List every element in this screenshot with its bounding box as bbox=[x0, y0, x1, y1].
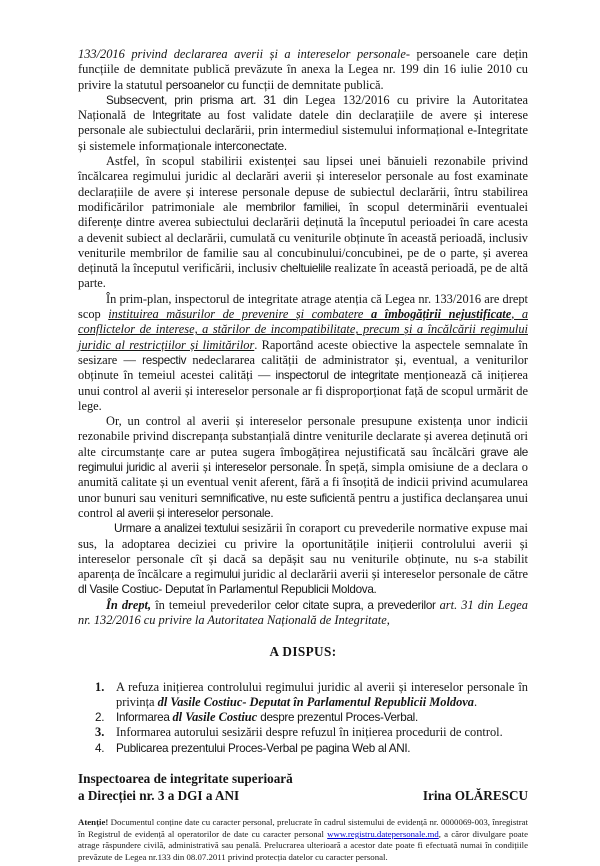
text-run: membrilor familiei bbox=[245, 200, 338, 214]
list-item-text bbox=[116, 741, 528, 756]
text-run: 4. bbox=[95, 741, 105, 755]
text-run: intereselor personale. bbox=[215, 461, 326, 475]
paragraph-subsecvent bbox=[78, 93, 528, 154]
paragraph-in-drept bbox=[78, 598, 528, 629]
text-run: 2. bbox=[95, 711, 105, 725]
text-run: art. 31 din Legea nr. 132/2016 cu privire la Autoritatea Națională de Integritate, bbox=[78, 597, 528, 627]
text-run: au fost validate datele din declarațiile de avere și interese personale ale subiectului declarării, prin intermediul sistemului informațional e-Integritate și sistemele informaționale bbox=[78, 108, 529, 153]
text-run: sesizării în coraport cu prevederile normative expuse mai sus, la adoptarea deciziei cu privire la oportunitățile inițierii controlului averii și intereselor personale cît și dacă sa depășit sau nu veniturile obținute, nu s-a stabilit aparența de încălcare a regi bbox=[78, 521, 528, 582]
text-run: Integritate bbox=[152, 109, 208, 123]
list-item-text bbox=[116, 710, 528, 725]
paragraph-continuation bbox=[78, 47, 528, 93]
list-item-number bbox=[95, 710, 116, 725]
dispus-heading: A DISPUS: bbox=[269, 644, 337, 660]
text-run: Astfel, în scopul stabilirii existenței sau lipsei unei bănuieli rezonabile privind încălcarea regimului juridic al declarări averii și intereselor personale au fost examinate declarațiile de avere și interese personale depuse de subiectul declarării, întru stabilirea modificărilor patrimoniale ale bbox=[78, 154, 528, 214]
text-run: 133/2016 privind declararea averii și a intereselor personale bbox=[78, 47, 406, 61]
text-run: - persoanele care dețin funcțiile de demnitate publică prevăzute în anexa la Legea nr. 199 din 16 iulie 2010 cu privire la statutul bbox=[78, 47, 528, 92]
text-run: Or, un control al averii și intereselor personale presupune existența unor indicii rezonabile privind discrepanța substanțială dintre veniturile declarate și averea deținută ori alte circumstanțe care ar putea sugera îmbogățirea nejustificată sau încălcări bbox=[78, 414, 528, 459]
text-run: Informarea bbox=[116, 711, 173, 725]
text-run: Subsecvent, prin prisma art. 31 din bbox=[106, 93, 306, 107]
text-run: Informarea autorului sesizării despre refuzul în inițierea procedurii de control. bbox=[116, 725, 503, 740]
text-run: . Raportând aceste obiective la aspectele semnalate în sesizare — bbox=[78, 337, 528, 367]
text-run: nedeclararea calității de administrator și, eventual, a veniturilor obținute în temeiul acestei calități — bbox=[78, 352, 529, 383]
list-item-text bbox=[116, 725, 528, 740]
text-run: inspectorul de integritate bbox=[275, 369, 404, 383]
text-run: dl Vasile Costiuc- Deputat în Parlamentul Republicii Moldova bbox=[157, 694, 474, 709]
signer-role-line1: Inspectoarea de integritate superioară bbox=[78, 771, 293, 787]
text-run: , a căror divulgare poate atrage răspundere civilă, administrativă sau penală. Prelucrarea ulterioară a acestor date poate fi efectuată numai în condițiile prevăzute de Legea nr.133 din 08.07.2011 privind protecția datelor cu caracter personal. bbox=[78, 828, 528, 862]
text-run: a îmbogățirii nejustificate bbox=[370, 307, 512, 322]
text-run: menționează că inițierea unui control al averii și intereselor personale ar fi disproporționat față de scopul urmărit de lege. bbox=[78, 368, 528, 413]
text-run: 3. bbox=[95, 725, 105, 740]
text-run: În speță, simpla omisiune de a declara o anumită calitate și un eventual venit aferent, fără a fi însoțită de indicii privind acumularea unor bunuri sau venituri bbox=[78, 460, 528, 505]
text-run: Atenție! bbox=[78, 817, 109, 828]
list-item-text bbox=[116, 680, 528, 711]
text-run: mului bbox=[213, 568, 243, 582]
text-run: juridic al declarării averii și intereselor personale de către bbox=[243, 567, 528, 582]
text-run: respectiv bbox=[142, 353, 193, 367]
paragraph-astfel bbox=[78, 154, 528, 292]
paragraph-urmare bbox=[78, 521, 528, 597]
text-run: cheltuielile bbox=[280, 262, 335, 276]
list-item-number bbox=[95, 741, 116, 756]
text-run: Urmare a analizei textului bbox=[114, 522, 243, 536]
list-item bbox=[78, 710, 528, 725]
text-run: , în scopul determinării eventualei diferențe dintre averea subiectului declarării deținută la începutul perioadei în care acesta a devenit subiect al declarării, cumulată cu veniturile obținute în această perioadă, inclusiv veniturile membrilor de familie sau al concubinului/concubinei, pe de o parte, și averea deținută la începutul verificării, inclusiv bbox=[78, 199, 528, 276]
text-run: al averii și intereselor personale. bbox=[116, 506, 274, 520]
footer-link[interactable]: www.registru.datepersonale.md bbox=[327, 828, 439, 839]
privacy-notice bbox=[78, 817, 528, 863]
paragraph-prim-plan bbox=[78, 292, 528, 414]
text-run: celor citate supra, a prevederilor bbox=[274, 598, 440, 612]
list-item bbox=[78, 741, 528, 756]
signer-role bbox=[78, 771, 293, 804]
text-run: semnificative, nu este sufici bbox=[200, 491, 335, 505]
signer-name: Irina OLĂRESCU bbox=[422, 787, 528, 803]
text-run: În drept, bbox=[106, 597, 156, 612]
text-run: A refuza inițierea controlului regimului juridic al averii și intereselor personale în privința bbox=[116, 679, 528, 709]
text-run: funcții de demnitate publică. bbox=[241, 77, 384, 92]
text-run: interconectate. bbox=[214, 139, 287, 153]
list-item bbox=[78, 680, 528, 711]
paragraph-or-control bbox=[78, 414, 528, 521]
text-run: entă pentru a justifica declanșarea unui control bbox=[78, 490, 529, 520]
text-run: în temeiul prevederilor bbox=[155, 597, 275, 612]
dispus-list bbox=[78, 680, 528, 756]
list-item-number bbox=[95, 680, 116, 711]
text-run: persoanelor cu bbox=[165, 78, 242, 92]
list-item bbox=[78, 725, 528, 740]
text-run: al averii și bbox=[158, 460, 216, 475]
signature-block bbox=[78, 771, 528, 804]
text-run: despre prezentul Proces-Verbal. bbox=[260, 711, 418, 725]
text-run: . bbox=[473, 694, 478, 709]
text-run: , a conflictelor de interese, a stărilor de incompatibilitate, precum și a încălcării regimului juridic al restricțiilor și limitărilor bbox=[78, 307, 529, 352]
text-run: Publicarea prezentului Proces-Verbal pe pagina Web al ANI. bbox=[116, 741, 411, 755]
text-run: 1. bbox=[95, 679, 105, 694]
text-run: În prim-plan, inspectorul de integritate atrage atenția că Legea nr. 133/2016 are drept scop bbox=[78, 291, 528, 322]
text-run: dl Vasile Costiuc- Deputat în Parlamentul Republicii Moldova. bbox=[78, 583, 377, 597]
text-run: grave ale regimului juridic bbox=[78, 445, 528, 475]
signer-role-line2: a Direcției nr. 3 a DGI a ANI bbox=[78, 787, 240, 803]
text-run: Legea 132/2016 cu privire la Autoritatea Națională de bbox=[78, 92, 529, 123]
text-run: Documentul conține date cu caracter personal, prelucrate în cadrul sistemului de evidență nr. 0000069-003, înregistrat în Registrul de evidență al operatorilor de date cu caracter personal bbox=[78, 817, 528, 839]
text-run: realizate în această perioadă, pe de altă parte. bbox=[78, 261, 528, 291]
text-run: instituirea măsurilor de prevenire și combatere bbox=[108, 307, 371, 322]
list-item-number bbox=[95, 725, 116, 740]
text-run: dl Vasile Costiuc bbox=[172, 710, 261, 725]
